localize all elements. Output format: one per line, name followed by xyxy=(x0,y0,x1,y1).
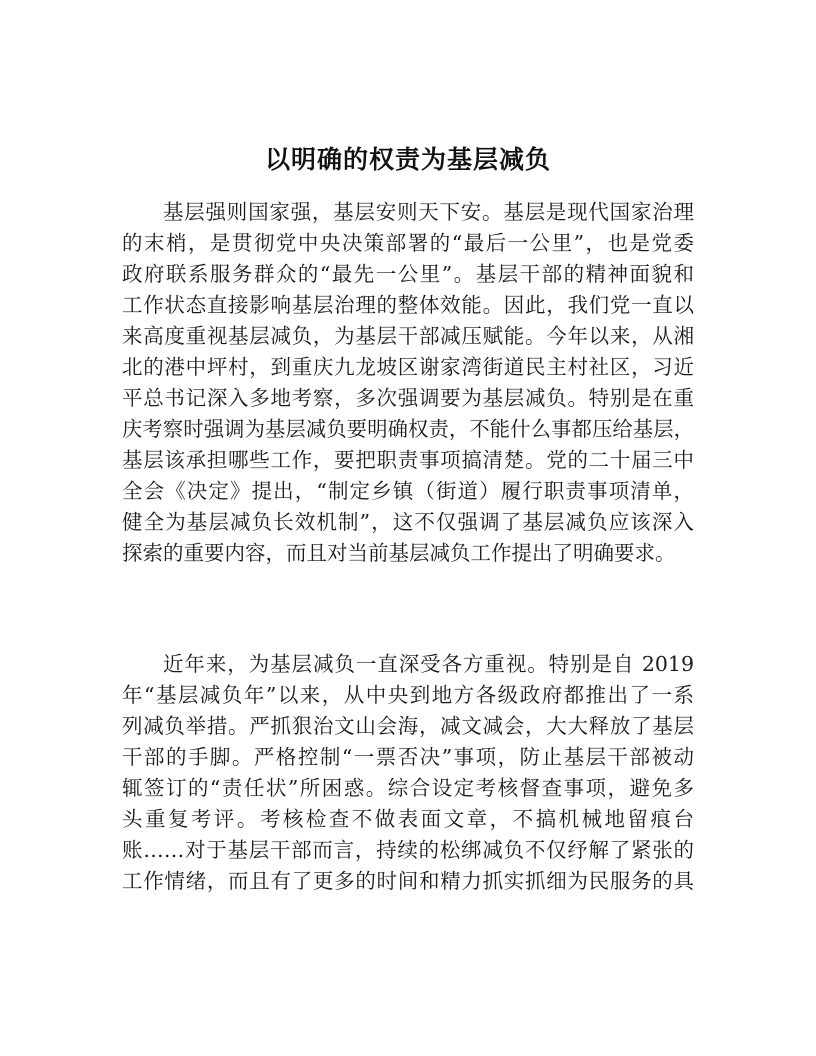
paragraph-1 xyxy=(122,197,694,569)
document-title: 以明确的权责为基层减负 xyxy=(264,145,551,174)
text-line: 工作情绪，而且有了更多的时间和精力抓实抓细为民服务的具 xyxy=(122,869,694,893)
text-line: 工作状态直接影响基层治理的整体效能。因此，我们党一直以 xyxy=(122,293,694,317)
text-line: 基层强则国家强，基层安则天下安。基层是现代国家治理 xyxy=(163,200,694,224)
text-line: 政府联系服务群众的“最先一公里”。基层干部的精神面貌和 xyxy=(122,262,694,286)
text-line: 的末梢，是贯彻党中央决策部署的“最后一公里”，也是党委 xyxy=(122,231,694,255)
text-line: 北的港中坪村，到重庆九龙坡区谢家湾街道民主村社区，习近 xyxy=(122,355,694,379)
text-line: 平总书记深入多地考察，多次强调要为基层减负。特别是在重 xyxy=(122,386,694,410)
text-line: 健全为基层减负长效机制”，这不仅强调了基层减负应该深入 xyxy=(122,510,694,534)
text-line: 庆考察时强调为基层减负要明确权责，不能什么事都压给基层， xyxy=(122,417,694,441)
text-line: 账……对于基层干部而言，持续的松绑减负不仅纾解了紧张的 xyxy=(122,838,694,862)
text-line: 近年来，为基层减负一直深受各方重视。特别是自 2019 xyxy=(163,652,694,676)
text-line: 来高度重视基层减负，为基层干部减压赋能。今年以来，从湘 xyxy=(122,324,694,348)
text-line: 辄签订的“责任状”所困惑。综合设定考核督查事项，避免多 xyxy=(122,776,694,800)
text-line: 列减负举措。严抓狠治文山会海，减文减会，大大释放了基层 xyxy=(122,714,694,738)
text-line: 基层该承担哪些工作，要把职责事项搞清楚。党的二十届三中 xyxy=(122,448,694,472)
text-line: 干部的手脚。严格控制“一票否决”事项，防止基层干部被动 xyxy=(122,745,694,769)
text-line: 全会《决定》提出，“制定乡镇（街道）履行职责事项清单， xyxy=(122,479,694,503)
text-line: 年“基层减负年”以来，从中央到地方各级政府都推出了一系 xyxy=(122,683,694,707)
text-line: 探索的重要内容，而且对当前基层减负工作提出了明确要求。 xyxy=(122,541,676,565)
paragraph-2 xyxy=(122,649,694,897)
text-line: 头重复考评。考核检查不做表面文章，不搞机械地留痕台 xyxy=(122,807,694,831)
